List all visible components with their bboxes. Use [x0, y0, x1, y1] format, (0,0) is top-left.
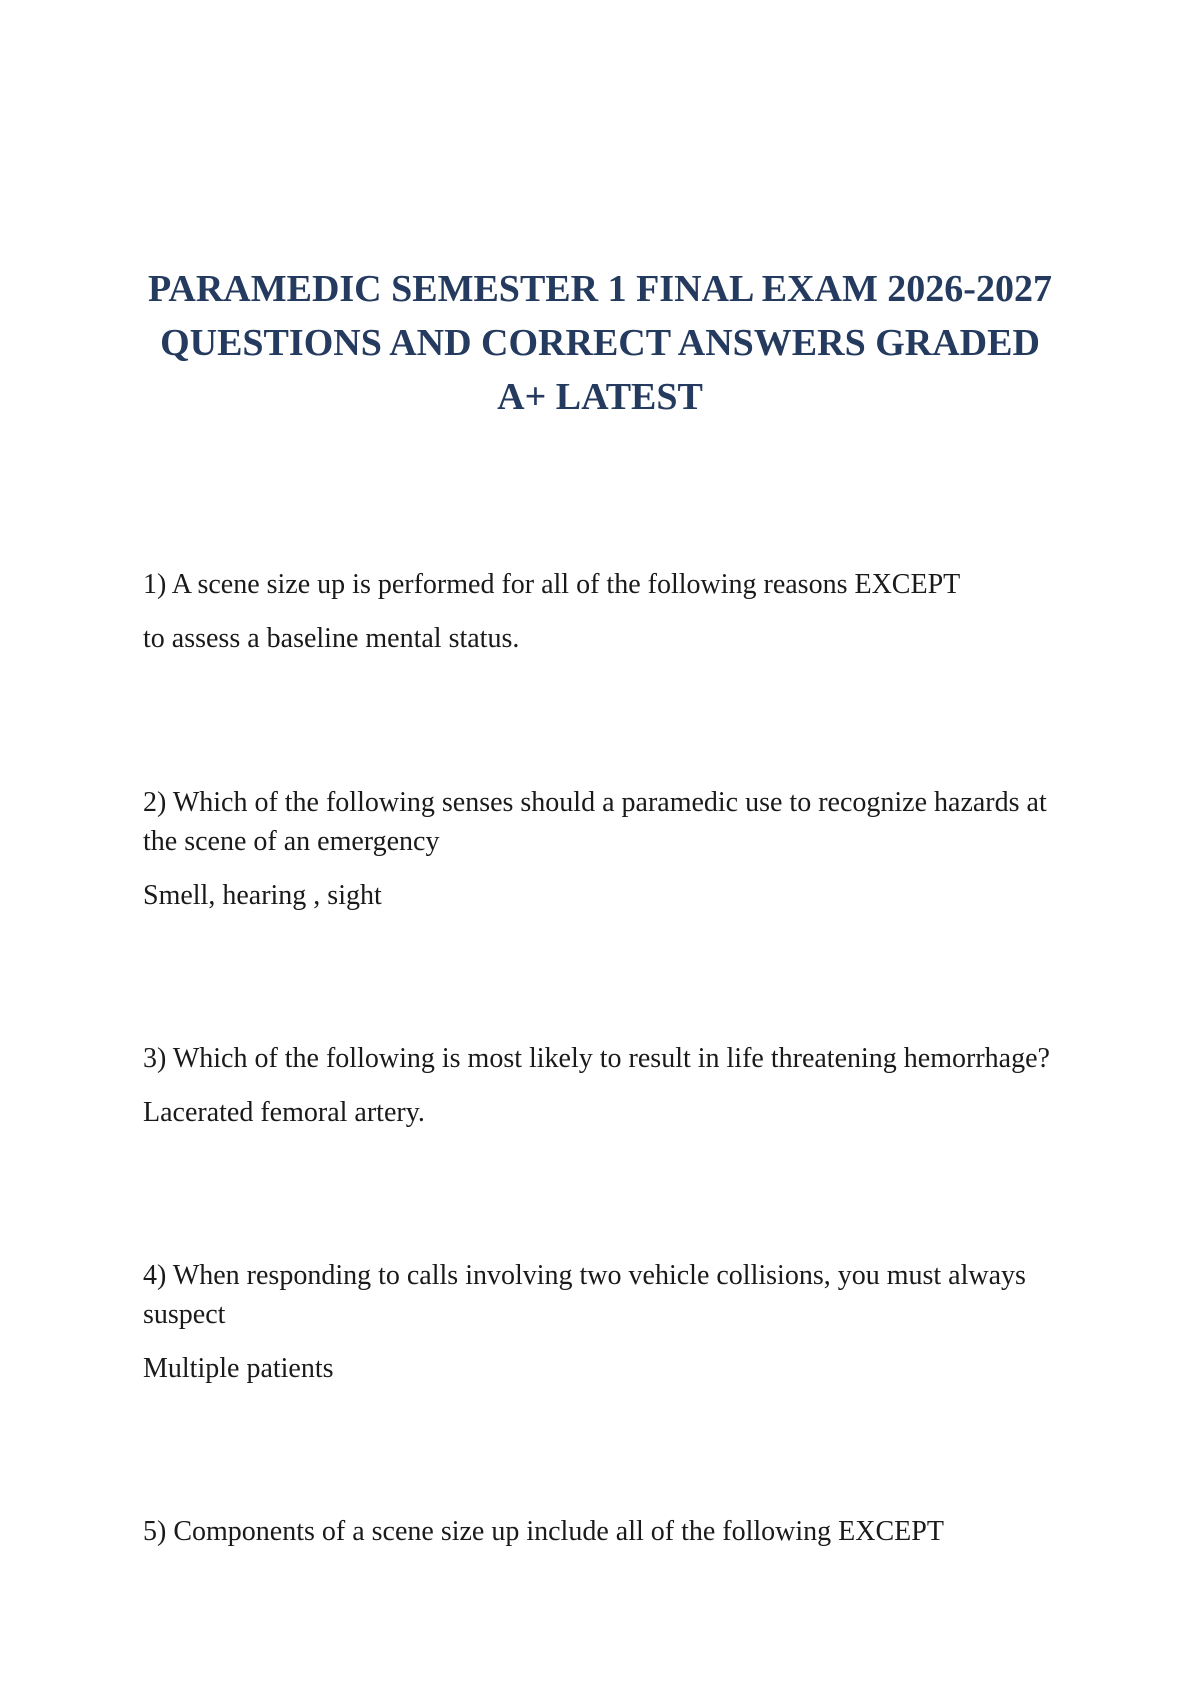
- question-text: 1) A scene size up is performed for all of the following reasons EXCEPT: [143, 569, 961, 600]
- question-block: [143, 1512, 1063, 1551]
- document-title: PARAMEDIC SEMESTER 1 FINAL EXAM 2026-2027 QUESTIONS AND CORRECT ANSWERS GRADED A+ LATEST: [148, 268, 1052, 418]
- answer-text: Lacerated femoral artery.: [143, 1097, 425, 1128]
- question-text: 3) Which of the following is most likely to result in life threatening hemorrhage?: [143, 1043, 1050, 1074]
- question-block: [143, 1039, 1063, 1132]
- question-block: [143, 565, 1063, 658]
- question-text: 5) Components of a scene size up include all of the following EXCEPT: [143, 1516, 944, 1547]
- question-block: [143, 1256, 1063, 1388]
- answer-text: Smell, hearing , sight: [143, 880, 382, 911]
- answer-text: Multiple patients: [143, 1353, 334, 1384]
- question-text: 2) Which of the following senses should a paramedic use to recognize hazards at the scene of an emergency: [143, 787, 1047, 857]
- answer-text: to assess a baseline mental status.: [143, 623, 520, 654]
- question-text: 4) When responding to calls involving two vehicle collisions, you must always suspect: [143, 1260, 1026, 1330]
- question-block: [143, 783, 1063, 915]
